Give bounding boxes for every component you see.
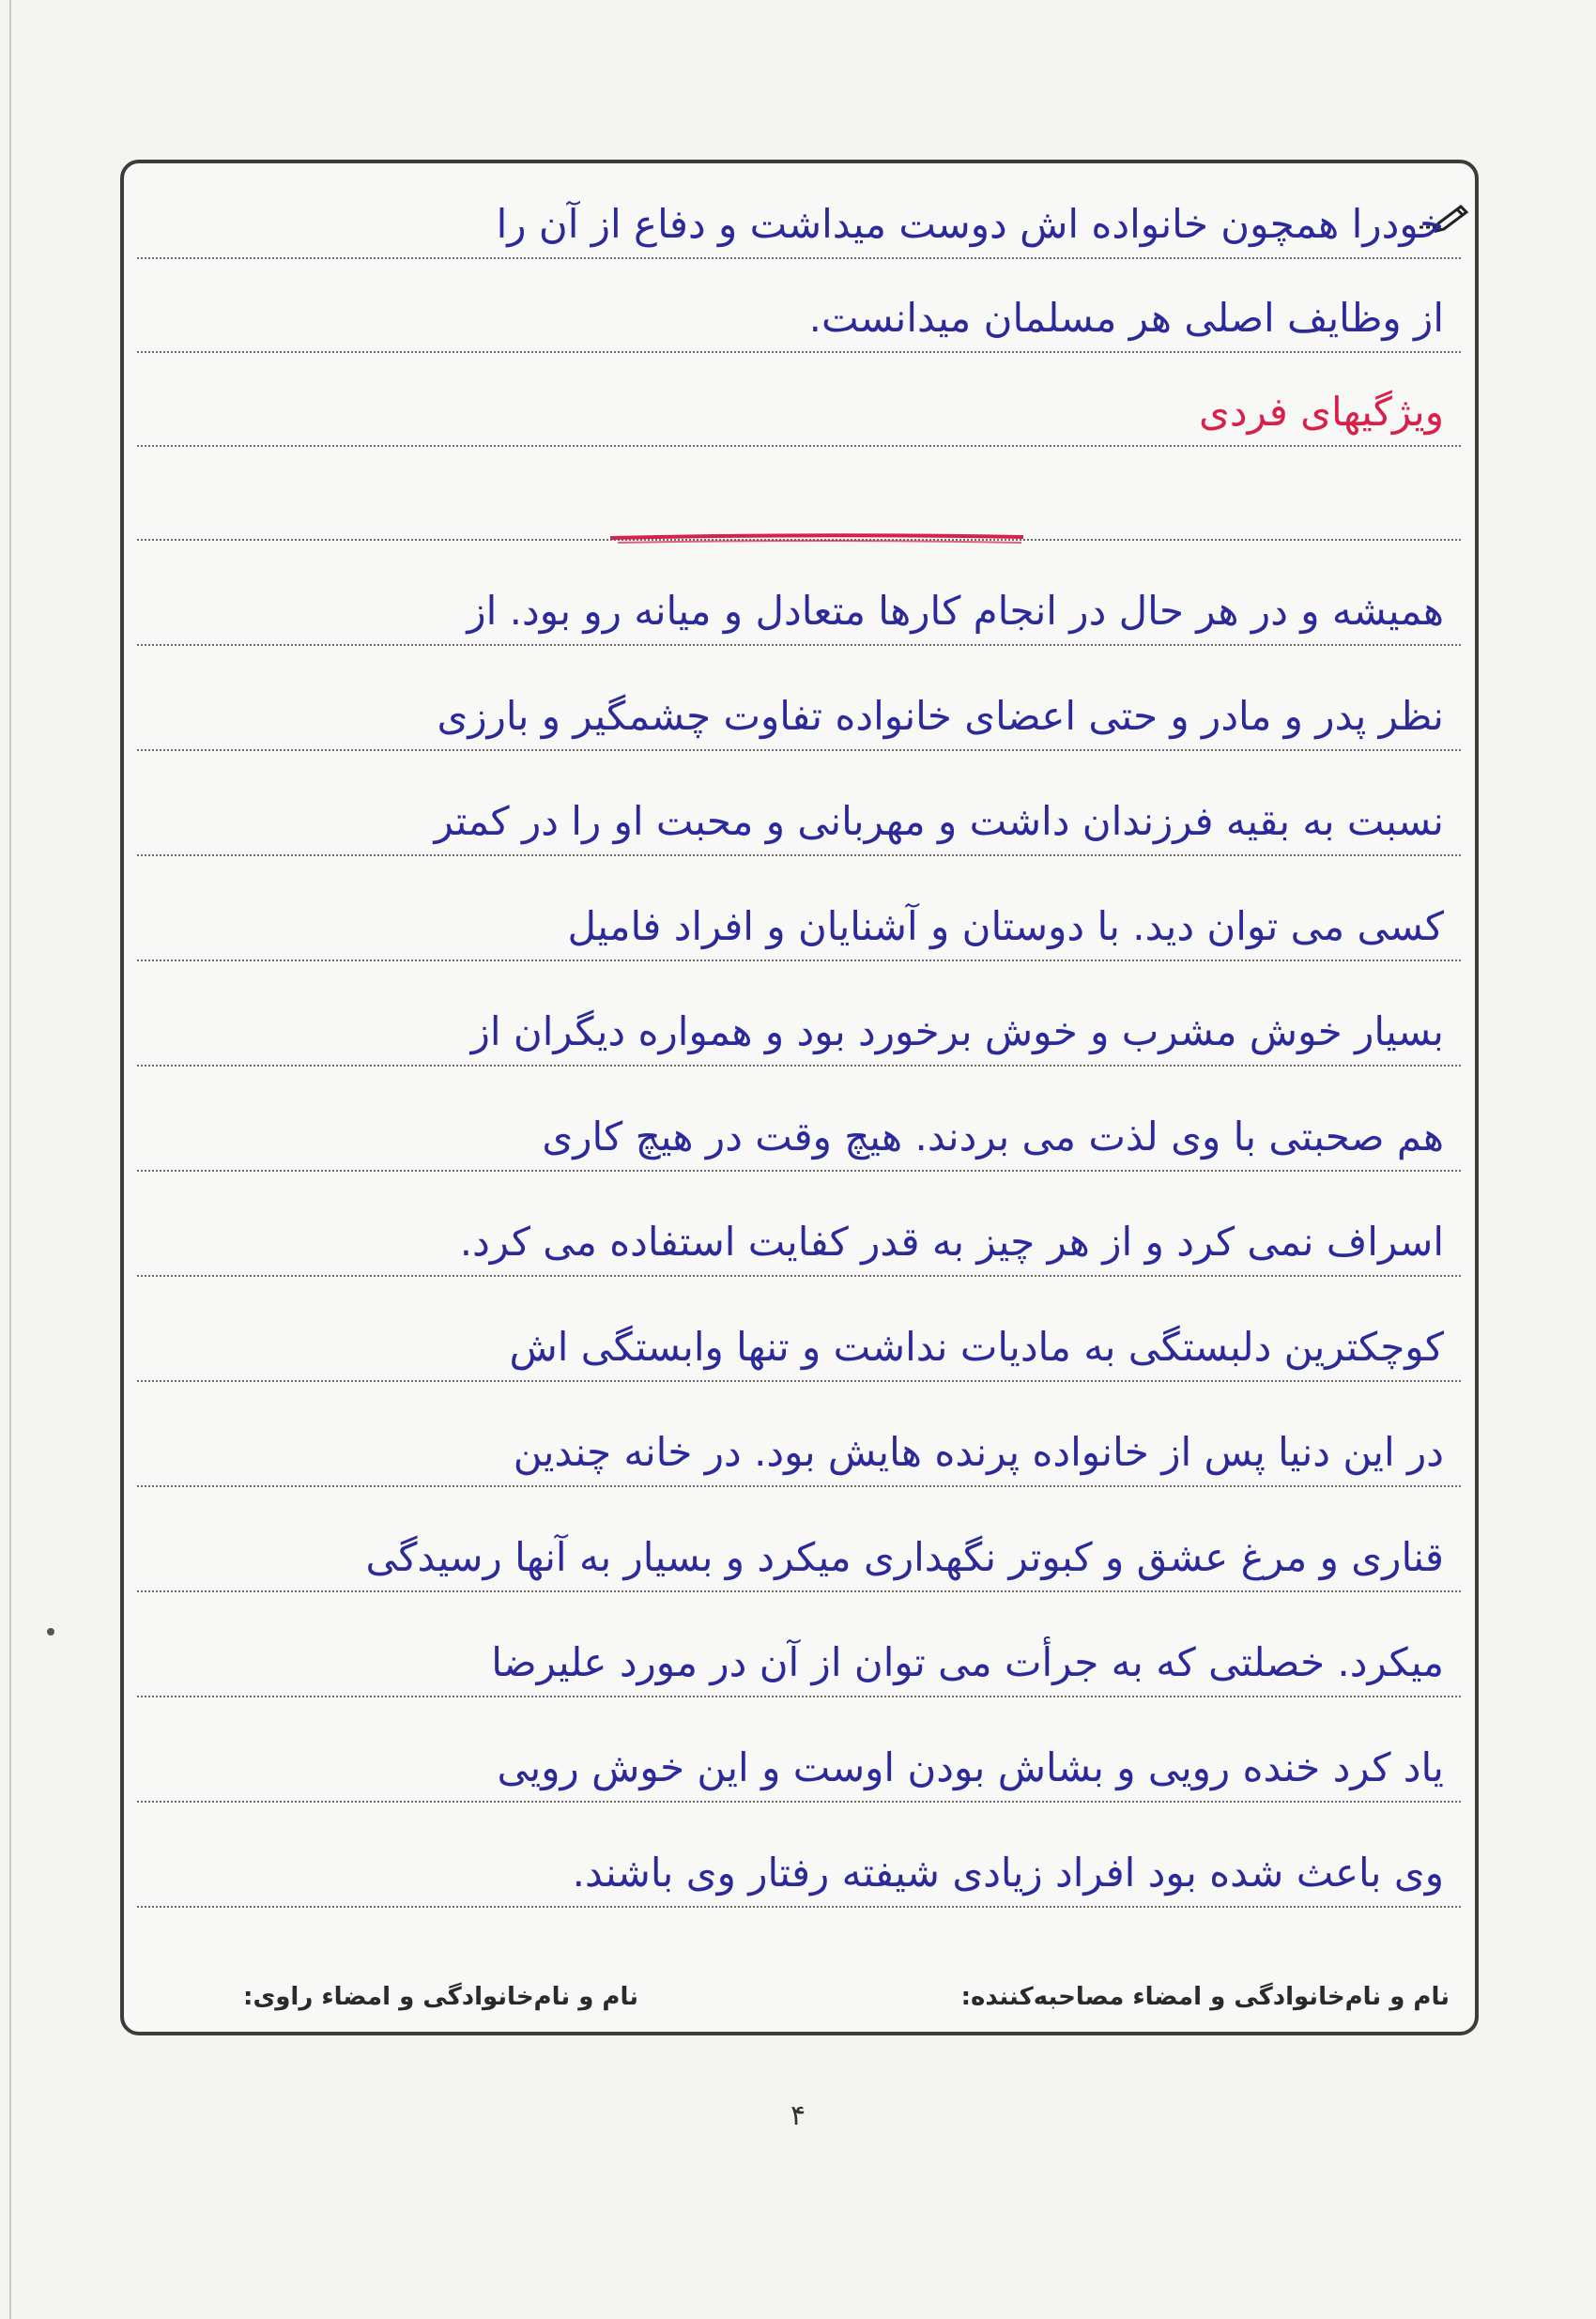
ruled-line: کوچکترین دلبستگی به مادیات نداشت و تنها وابستگی اش [137, 1277, 1461, 1382]
ruled-line: نسبت به بقیه فرزندان داشت و مهربانی و محبت او را در کمتر [137, 751, 1461, 856]
ruled-line: نظر پدر و مادر و حتی اعضای خانواده تفاوت چشمگیر و بارزی [137, 646, 1461, 751]
ruled-lines [137, 165, 1461, 1923]
section-heading: ویژگیهای فردی [137, 353, 1461, 447]
ruled-line: خودرا همچون خانواده اش دوست میداشت و دفاع از آن را [137, 165, 1461, 259]
page-number: ۴ [790, 2099, 806, 2132]
ruled-line: وی باعث شده بود افراد زیادی شیفته رفتار وی باشند. [137, 1803, 1461, 1908]
ruled-line: میکرد. خصلتی که به جرأت می توان از آن در مورد علیرضا [137, 1592, 1461, 1697]
stray-dot [47, 1628, 54, 1636]
ruled-line: قناری و مرغ عشق و کبوتر نگهداری میکرد و بسیار به آنها رسیدگی [137, 1487, 1461, 1592]
page-edge [9, 0, 11, 2319]
narrator-signature-label: نام و نام‌خانوادگی و امضاء راوی: [243, 1983, 638, 2011]
ruled-line [137, 447, 1461, 541]
ruled-line: اسراف نمی کرد و از هر چیز به قدر کفایت استفاده می کرد. [137, 1172, 1461, 1277]
ruled-line: از وظایف اصلی هر مسلمان میدانست. [137, 259, 1461, 353]
ruled-line: کسی می توان دید. با دوستان و آشنایان و افراد فامیل [137, 856, 1461, 961]
ruled-line: در این دنیا پس از خانواده پرنده هایش بود. در خانه چندین [137, 1382, 1461, 1487]
ruled-line: همیشه و در هر حال در انجام کارها متعادل و میانه رو بود. از [137, 541, 1461, 646]
ruled-line: بسیار خوش مشرب و خوش برخورد بود و همواره دیگران از [137, 961, 1461, 1067]
signature-footer [131, 1983, 1465, 2020]
interviewer-signature-label: نام و نام‌خانوادگی و امضاء مصاحبه‌کننده: [960, 1983, 1450, 2011]
heading-underline [608, 530, 1025, 546]
ruled-line: هم صحبتی با وی لذت می بردند. هیچ وقت در هیچ کاری [137, 1067, 1461, 1172]
ruled-line: یاد کرد خنده رویی و بشاش بودن اوست و این خوش رویی [137, 1697, 1461, 1803]
